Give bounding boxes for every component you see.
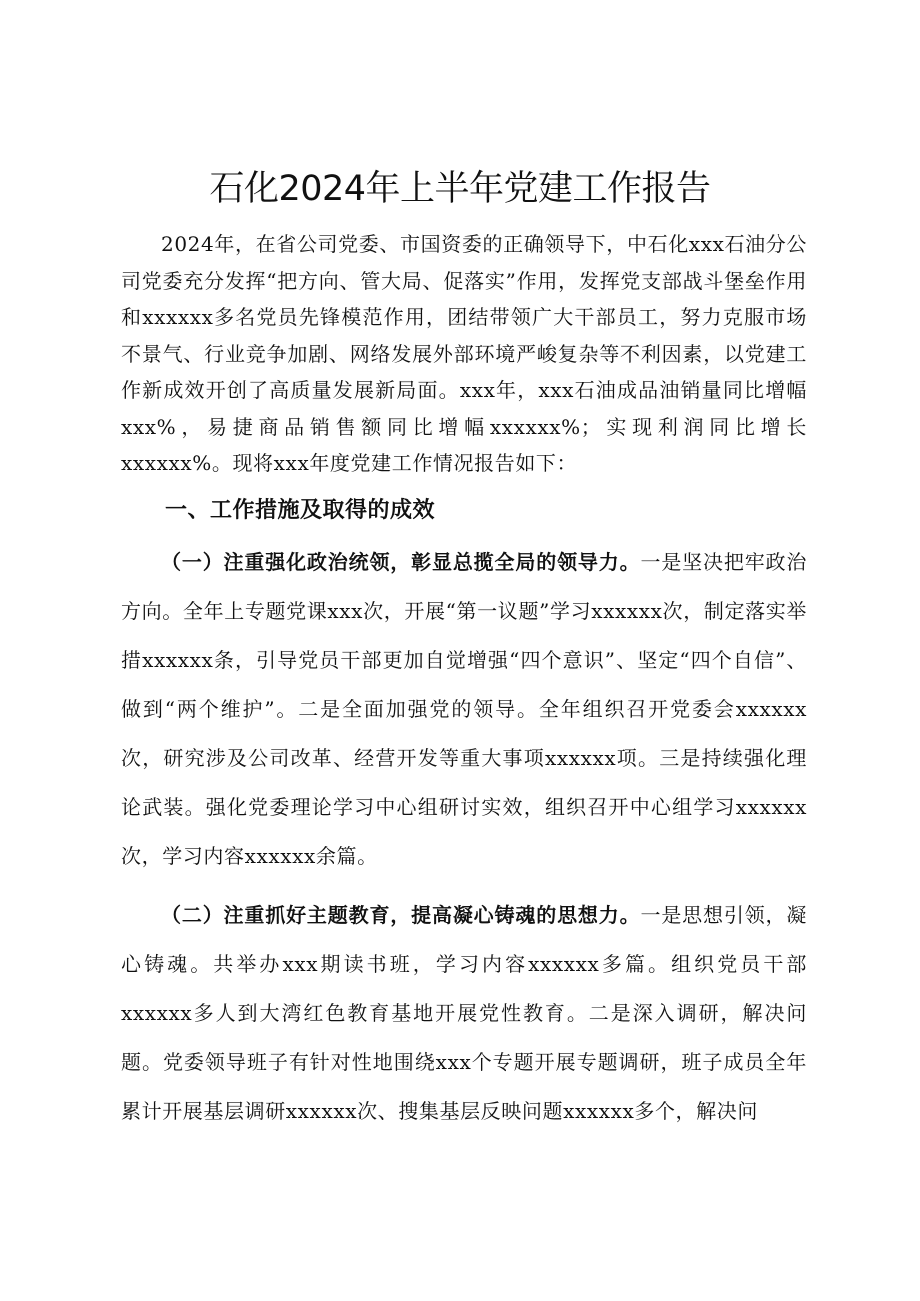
subsection-1-paragraph (121, 538, 807, 881)
document-title: 石化2024年上半年党建工作报告 (209, 169, 711, 209)
subsection-2-body: 一是思想引领，凝心铸魂。共举办xxx期读书班，学习内容xxxxxx多篇。组织党员干部xxxxxx多人到大湾红色教育基地开展党性教育。二是深入调研，解决问题。党委领导班子有针对性地围绕xxx个专题开展专题调研，班子成员全年累计开展基层调研xxxxxx次、搜集基层反映问题xxxxxx多个，解决问 (121, 902, 807, 1123)
document-body (121, 226, 807, 1136)
subsection-1-body: 一是坚决把牢政治方向。全年上专题党课xxx次，开展“第一议题”学习xxxxxx次，制定落实举措xxxxxx条，引导党员干部更加自觉增强“四个意识”、坚定“四个自信”、做到“两个维护”。二是全面加强党的领导。全年组织召开党委会xxxxxx次，研究涉及公司改革、经营开发等重大事项xxxxxx项。三是持续强化理论武装。强化党委理论学习中心组研讨实效，组织召开中心组学习xxxxxx次，学习内容xxxxxx余篇。 (121, 549, 807, 868)
subsection-2-title: （二）注重抓好主题教育，提高凝心铸魂的思想力。 (161, 902, 641, 927)
subsection-2-paragraph (121, 891, 807, 1136)
intro-paragraph: 2024年，在省公司党委、市国资委的正确领导下，中石化xxx石油分公司党委充分发挥“把方向、管大局、促落实”作用，发挥党支部战斗堡垒作用和xxxxxx多名党员先锋模范作用，团结带领广大干部员工，努力克服市场不景气、行业竞争加剧、网络发展外部环境严峻复杂等不利因素，以党建工作新成效开创了高质量发展新局面。xxx年，xxx石油成品油销量同比增幅xxx%，易捷商品销售额同比增幅xxxxxx%；实现利润同比增长xxxxxx%。现将xxx年度党建工作情况报告如下： (121, 232, 807, 475)
subsection-1-title: （一）注重强化政治统领，彰显总揽全局的领导力。 (161, 549, 641, 574)
section-heading-1: 一、工作措施及取得的成效 (165, 497, 436, 523)
